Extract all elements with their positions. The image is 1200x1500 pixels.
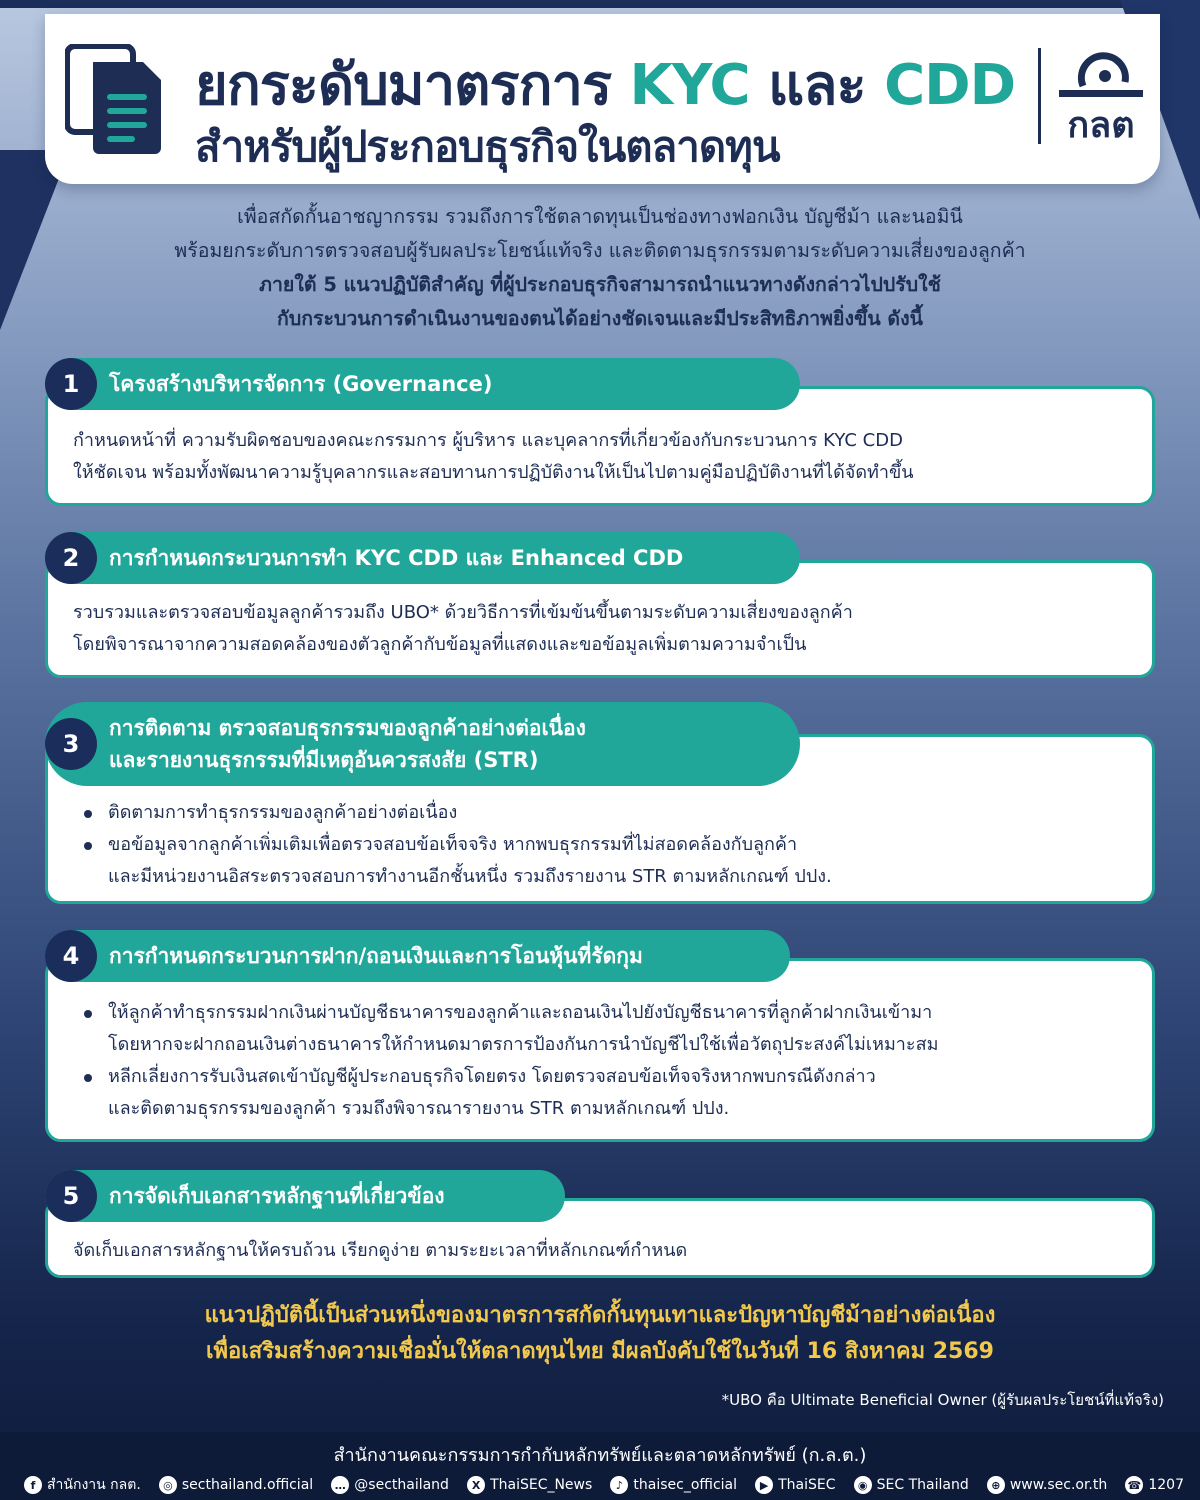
social-phone[interactable]: ☎ 1207: [1125, 1476, 1184, 1494]
section-number: 2: [45, 532, 97, 584]
tiktok-icon: ♪: [610, 1476, 628, 1494]
section-text: กำหนดหน้าที่ ความรับผิดชอบของคณะกรรมการ ผู้บริหาร และบุคลากรที่เกี่ยวข้องกับกระบวนการ KYC CDD: [73, 430, 903, 451]
section-tab: [45, 1170, 565, 1222]
social-youtube[interactable]: ▶ ThaiSEC: [755, 1476, 835, 1494]
social-website[interactable]: ⊕ www.sec.or.th: [987, 1476, 1107, 1494]
section-tab: [45, 930, 790, 982]
intro-line-bold: ภายใต้ 5 แนวปฏิบัติสำคัญ ที่ผู้ประกอบธุรกิจสามารถนำแนวทางดังกล่าวไปปรับใช้: [259, 273, 941, 296]
bullet-item: ขอข้อมูลจากลูกค้าเพิ่มเติมเพื่อตรวจสอบข้อเท็จจริง หากพบธุรกรรมที่ไม่สอดคล้องกับลูกค้า และมีหน่วยงานอิสระตรวจสอบการทำงานอีกชั้นหนึ่ง รวมถึงรายงาน STR ตามหลักเกณฑ์ ปปง.: [68, 829, 832, 893]
section-number: 1: [45, 358, 97, 410]
title-kyc: KYC: [629, 53, 750, 118]
section-box: [45, 958, 1155, 1142]
footer: [0, 1432, 1200, 1500]
line-icon: …: [331, 1476, 349, 1494]
social-facebook[interactable]: f สำนักงาน กลต.: [24, 1474, 141, 1496]
section-body: [73, 425, 914, 489]
section-body: [73, 597, 853, 661]
section-title: โครงสร้างบริหารจัดการ (Governance): [109, 371, 493, 396]
facebook-icon: f: [24, 1476, 42, 1494]
top-decoration: [0, 0, 1200, 8]
intro-line: เพื่อสกัดกั้นอาชญากรรม รวมถึงการใช้ตลาดทุนเป็นช่องทางฟอกเงิน บัญชีม้า และนอมินี: [237, 205, 963, 228]
section-number: 4: [45, 930, 97, 982]
closing-line: แนวปฏิบัตินี้เป็นส่วนหนึ่งของมาตรการสกัดกั้นทุนเทาและปัญหาบัญชีม้าอย่างต่อเนื่อง: [204, 1303, 996, 1328]
bullet-list: [68, 997, 938, 1125]
section-number: 3: [45, 718, 97, 770]
section-body: [73, 1235, 687, 1267]
footer-organization: สำนักงานคณะกรรมการกำกับหลักทรัพย์และตลาดหลักทรัพย์ (ก.ล.ต.): [333, 1445, 867, 1466]
section-text: โดยพิจารณาจากความสอดคล้องของตัวลูกค้ากับข้อมูลที่แสดงและขอข้อมูลเพิ่มตามความจำเป็น: [73, 634, 807, 655]
closing-line: เพื่อเสริมสร้างความเชื่อมั่นให้ตลาดทุนไทย มีผลบังคับใช้ในวันที่ 16 สิงหาคม 2569: [206, 1339, 994, 1364]
section-tab: [45, 702, 800, 786]
footnote: *UBO คือ Ultimate Beneficial Owner (ผู้รับผลประโยชน์ที่แท้จริง): [721, 1391, 1164, 1409]
globe-icon: ⊕: [987, 1476, 1005, 1494]
section-tab: [45, 358, 800, 410]
social-instagram[interactable]: ◎ secthailand.official: [159, 1476, 313, 1494]
section-text: จัดเก็บเอกสารหลักฐานให้ครบถ้วน เรียกดูง่าย ตามระยะเวลาที่หลักเกณฑ์กำหนด: [73, 1240, 688, 1261]
bullet-item: ติดตามการทำธุรกรรมของลูกค้าอย่างต่อเนื่อง: [68, 797, 832, 829]
x-icon: X: [467, 1476, 485, 1494]
instagram-icon: ◎: [159, 1476, 177, 1494]
bullet-item: ให้ลูกค้าทำธุรกรรมฝากเงินผ่านบัญชีธนาคารของลูกค้าและถอนเงินไปยังบัญชีธนาคารที่ลูกค้าฝากเงินเข้ามา โดยหากจะฝากถอนเงินต่างธนาคารให้กำหนดมาตรการป้องกันการนำบัญชีไปใช้เพื่อวัตถุประสงค์ไม่เหมาะสม: [68, 997, 938, 1061]
title-part: ยกระดับมาตรการ: [195, 53, 612, 118]
section-tab: [45, 532, 800, 584]
section-kyc-process: [45, 532, 1155, 680]
closing-text: [40, 1298, 1160, 1370]
section-title-line: การติดตาม ตรวจสอบธุรกรรมของลูกค้าอย่างต่อเนื่อง: [109, 716, 586, 740]
section-text: ให้ชัดเจน พร้อมทั้งพัฒนาความรู้บุคลากรและสอบทานการปฏิบัติงานให้เป็นไปตามคู่มือปฏิบัติงานที่ได้จัดทำขึ้น: [73, 462, 914, 483]
section-body: [68, 997, 938, 1125]
page-subtitle: สำหรับผู้ประกอบธุรกิจในตลาดทุน: [195, 122, 780, 171]
podcast-icon: ◉: [854, 1476, 872, 1494]
header-card: [45, 14, 1160, 184]
section-title: การกำหนดกระบวนการฝาก/ถอนเงินและการโอนหุ้นที่รัดกุม: [109, 943, 643, 968]
document-icon: [65, 44, 165, 156]
social-tiktok[interactable]: ♪ thaisec_official: [610, 1476, 737, 1494]
section-text: รวบรวมและตรวจสอบข้อมูลลูกค้ารวมถึง UBO* ด้วยวิธีการที่เข้มข้นขึ้นตามระดับความเสี่ยงของลูกค้า: [73, 602, 853, 623]
bullet-list: [68, 797, 832, 893]
social-links: [24, 1474, 1184, 1496]
section-body: [68, 797, 832, 893]
logo-separator: [1038, 48, 1041, 144]
intro-text: [40, 200, 1160, 336]
intro-line-bold: กับกระบวนการดำเนินงานของตนได้อย่างชัดเจนและมีประสิทธิภาพยิ่งขึ้น ดังนี้: [277, 307, 923, 330]
section-title: การจัดเก็บเอกสารหลักฐานที่เกี่ยวข้อง: [109, 1183, 445, 1208]
title-and: และ: [768, 53, 866, 118]
intro-line: พร้อมยกระดับการตรวจสอบผู้รับผลประโยชน์แท้จริง และติดตามธุรกรรมตามระดับความเสี่ยงของลูกค้า: [174, 239, 1026, 262]
youtube-icon: ▶: [755, 1476, 773, 1494]
bullet-item: หลีกเลี่ยงการรับเงินสดเข้าบัญชีผู้ประกอบธุรกิจโดยตรง โดยตรวจสอบข้อเท็จจริงหากพบกรณีดังกล่าว และติดตามธุรกรรมของลูกค้า รวมถึงพิจารณารายงาน STR ตามหลักเกณฑ์ ปปง.: [68, 1061, 938, 1125]
social-line[interactable]: … @secthailand: [331, 1476, 449, 1494]
section-number: 5: [45, 1170, 97, 1222]
social-x[interactable]: X ThaiSEC_News: [467, 1476, 592, 1494]
section-monitoring: [45, 704, 1155, 906]
section-governance: [45, 358, 1155, 508]
section-deposit-withdraw: [45, 930, 1155, 1144]
title-cdd: CDD: [884, 53, 1016, 118]
phone-icon: ☎: [1125, 1476, 1143, 1494]
section-title: การกำหนดกระบวนการทำ KYC CDD และ Enhanced CDD: [109, 545, 684, 570]
section-title: [109, 702, 586, 786]
section-title-line: และรายงานธุรกรรมที่มีเหตุอันควรสงสัย (STR): [109, 748, 539, 772]
social-podcast[interactable]: ◉ SEC Thailand: [854, 1476, 969, 1494]
section-documents: [45, 1170, 1155, 1280]
sec-logo-text: กลต: [1067, 105, 1135, 146]
